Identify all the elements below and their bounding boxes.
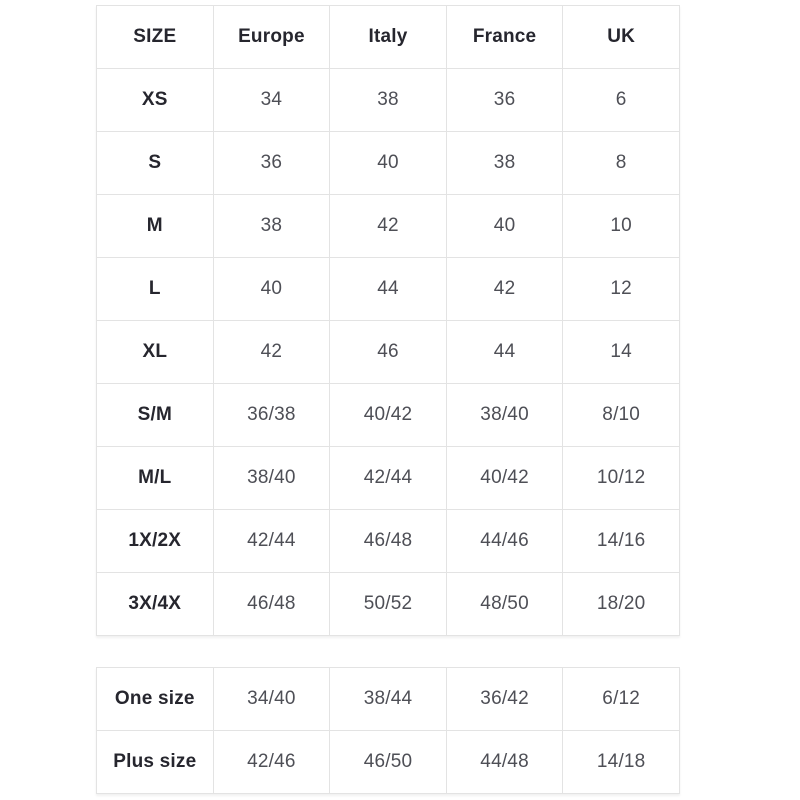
value-cell: 42/46	[213, 731, 330, 794]
value-cell: 38/40	[446, 384, 563, 447]
header-cell-france: France	[446, 6, 563, 69]
value-cell: 40	[330, 132, 447, 195]
size-conversion-table	[96, 5, 680, 636]
value-cell: 40	[213, 258, 330, 321]
size-label-cell: 3X/4X	[97, 573, 214, 636]
value-cell: 44	[330, 258, 447, 321]
value-cell: 46/48	[213, 573, 330, 636]
value-cell: 48/50	[446, 573, 563, 636]
value-cell: 38	[446, 132, 563, 195]
value-cell: 36/42	[446, 668, 563, 731]
value-cell: 40/42	[446, 447, 563, 510]
value-cell: 38	[213, 195, 330, 258]
value-cell: 10/12	[563, 447, 680, 510]
value-cell: 14/16	[563, 510, 680, 573]
size-label-cell: S	[97, 132, 214, 195]
value-cell: 36/38	[213, 384, 330, 447]
value-cell: 44/46	[446, 510, 563, 573]
value-cell: 38/40	[213, 447, 330, 510]
table-row	[97, 258, 680, 321]
value-cell: 18/20	[563, 573, 680, 636]
value-cell: 12	[563, 258, 680, 321]
table-row	[97, 447, 680, 510]
header-cell-italy: Italy	[330, 6, 447, 69]
value-cell: 8/10	[563, 384, 680, 447]
value-cell: 42	[330, 195, 447, 258]
value-cell: 46/50	[330, 731, 447, 794]
size-label-cell: Plus size	[97, 731, 214, 794]
table-row	[97, 132, 680, 195]
table-row	[97, 195, 680, 258]
value-cell: 46/48	[330, 510, 447, 573]
value-cell: 14/18	[563, 731, 680, 794]
table-row	[97, 510, 680, 573]
value-cell: 34/40	[213, 668, 330, 731]
header-row	[97, 6, 680, 69]
value-cell: 42	[213, 321, 330, 384]
value-cell: 46	[330, 321, 447, 384]
size-label-cell: M	[97, 195, 214, 258]
table-row	[97, 69, 680, 132]
value-cell: 42/44	[330, 447, 447, 510]
size-label-cell: XS	[97, 69, 214, 132]
value-cell: 50/52	[330, 573, 447, 636]
header-cell-size: SIZE	[97, 6, 214, 69]
value-cell: 8	[563, 132, 680, 195]
size-label-cell: One size	[97, 668, 214, 731]
header-cell-uk: UK	[563, 6, 680, 69]
table-row	[97, 573, 680, 636]
table-row	[97, 731, 680, 794]
value-cell: 38	[330, 69, 447, 132]
value-cell: 42/44	[213, 510, 330, 573]
value-cell: 44	[446, 321, 563, 384]
size-label-cell: 1X/2X	[97, 510, 214, 573]
value-cell: 36	[213, 132, 330, 195]
size-chart-container	[96, 5, 680, 794]
size-label-cell: XL	[97, 321, 214, 384]
size-label-cell: L	[97, 258, 214, 321]
special-sizes-table	[96, 667, 680, 794]
value-cell: 44/48	[446, 731, 563, 794]
table-row	[97, 668, 680, 731]
size-label-cell: M/L	[97, 447, 214, 510]
value-cell: 38/44	[330, 668, 447, 731]
table-row	[97, 384, 680, 447]
value-cell: 6/12	[563, 668, 680, 731]
value-cell: 36	[446, 69, 563, 132]
size-label-cell: S/M	[97, 384, 214, 447]
value-cell: 14	[563, 321, 680, 384]
value-cell: 10	[563, 195, 680, 258]
value-cell: 40	[446, 195, 563, 258]
value-cell: 34	[213, 69, 330, 132]
header-cell-europe: Europe	[213, 6, 330, 69]
table-row	[97, 321, 680, 384]
value-cell: 42	[446, 258, 563, 321]
value-cell: 40/42	[330, 384, 447, 447]
value-cell: 6	[563, 69, 680, 132]
